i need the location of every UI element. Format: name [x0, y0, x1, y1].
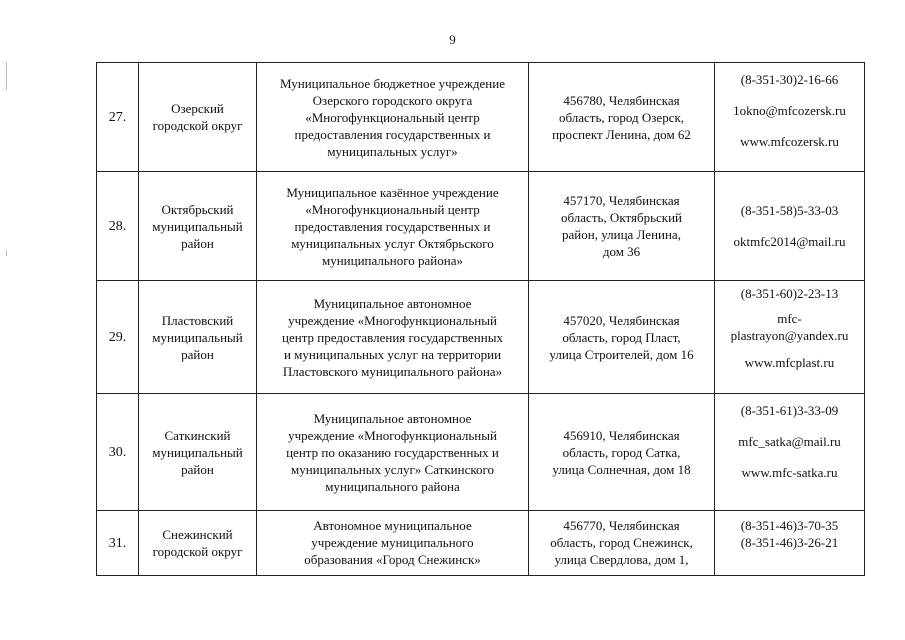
- institution-line: муниципальных услуг»: [327, 143, 458, 159]
- contact-spacer: [719, 450, 860, 464]
- institution-line: муниципальных услуг» Саткинского: [290, 461, 495, 477]
- address-line: 457170, Челябинская: [563, 193, 680, 208]
- row-number: 28.: [97, 172, 139, 281]
- phone-number: (8-351-58)5-33-03: [740, 203, 839, 218]
- contact-spacer: [719, 119, 860, 133]
- address-cell: [529, 394, 715, 511]
- institution-line: предоставления государственных и: [294, 218, 491, 234]
- institution-line: Пластовского муниципального района»: [282, 363, 503, 379]
- institution-line: Озерского городского округа: [312, 92, 473, 108]
- row-number: 27.: [97, 63, 139, 172]
- district-line: Саткинский: [164, 427, 231, 443]
- institution-line: Муниципальное автономное: [313, 410, 472, 426]
- address-cell: [529, 281, 715, 394]
- institution-line: Муниципальное автономное: [313, 295, 472, 311]
- district-line: Озерский: [171, 101, 224, 116]
- institution-cell: [257, 394, 529, 511]
- institution-cell: [257, 511, 529, 576]
- institution-line: центр предоставления государственных: [282, 329, 503, 345]
- table-row: [97, 172, 865, 281]
- row-number: 29.: [97, 281, 139, 394]
- phone-number: (8-351-46)3-70-35: [740, 518, 839, 533]
- district-cell: [139, 511, 257, 576]
- phone-number: (8-351-46)3-26-21: [740, 535, 839, 550]
- district-line: район: [181, 346, 214, 362]
- institution-cell: [257, 281, 529, 394]
- institution-line: Автономное муниципальное: [313, 518, 472, 533]
- table-row: [97, 394, 865, 511]
- address-cell: [529, 172, 715, 281]
- contact-spacer: [719, 419, 860, 433]
- institution-line: и муниципальных услуг на территории: [283, 346, 502, 362]
- address-line: область, город Сатка,: [562, 444, 681, 460]
- contact-spacer: [719, 219, 860, 233]
- contacts-cell: [715, 63, 865, 172]
- institution-line: муниципального района: [325, 478, 460, 494]
- address-line: область, город Озерск,: [558, 109, 685, 125]
- contact-spacer: [719, 302, 860, 310]
- address-line: 456910, Челябинская: [563, 427, 680, 443]
- district-cell: [139, 63, 257, 172]
- district-line: Снежинский: [162, 527, 233, 542]
- address-line: улица Свердлова, дом 1,: [554, 552, 689, 567]
- institution-line: муниципальных услуг Октябрьского: [291, 235, 494, 251]
- institution-cell: [257, 63, 529, 172]
- website-link[interactable]: www.mfcplast.ru: [744, 355, 835, 370]
- address-line: 456780, Челябинская: [563, 92, 680, 108]
- row-number: 31.: [97, 511, 139, 576]
- website-link[interactable]: www.mfcozersk.ru: [740, 134, 839, 149]
- institution-line: Муниципальное бюджетное учреждение: [280, 75, 505, 91]
- address-line: дом 36: [602, 244, 641, 259]
- address-line: 456770, Челябинская: [563, 518, 680, 533]
- contacts-cell: [715, 511, 865, 576]
- district-line: Пластовский: [161, 312, 234, 328]
- institution-line: муниципального района»: [322, 252, 463, 268]
- institution-line: «Многофункциональный центр: [305, 109, 480, 125]
- page-number: 9: [449, 32, 456, 47]
- district-cell: [139, 281, 257, 394]
- contacts-cell: [715, 281, 865, 394]
- phone-number: (8-351-60)2-23-13: [740, 286, 839, 301]
- address-line: улица Солнечная, дом 18: [552, 461, 691, 477]
- phone-number: (8-351-30)2-16-66: [740, 72, 839, 87]
- table-row: [97, 281, 865, 394]
- district-line: муниципальный: [152, 218, 243, 234]
- institution-line: учреждение муниципального: [311, 535, 474, 550]
- address-cell: [529, 63, 715, 172]
- email-link[interactable]: mfc-: [777, 311, 802, 326]
- address-line: область, Октябрьский: [561, 210, 682, 225]
- institution-line: предоставления государственных и: [294, 126, 491, 142]
- contacts-cell: [715, 172, 865, 281]
- district-line: городской округ: [152, 118, 243, 133]
- district-line: муниципальный: [152, 444, 243, 460]
- table-row: [97, 63, 865, 172]
- registry-body: [97, 63, 865, 576]
- address-line: проспект Ленина, дом 62: [552, 126, 691, 142]
- address-line: 457020, Челябинская: [563, 312, 680, 328]
- district-line: район: [181, 461, 214, 477]
- address-line: улица Строителей, дом 16: [549, 346, 694, 362]
- phone-number: (8-351-61)3-33-09: [740, 403, 839, 418]
- website-link[interactable]: www.mfc-satka.ru: [741, 465, 838, 480]
- institution-line: «Многофункциональный центр: [305, 201, 480, 217]
- institution-line: Муниципальное казённое учреждение: [286, 184, 499, 200]
- district-line: район: [181, 235, 214, 251]
- institution-line: учреждение «Многофункциональный: [288, 312, 497, 328]
- email-link[interactable]: oktmfc2014@mail.ru: [733, 234, 846, 249]
- address-line: область, город Снежинск,: [550, 535, 693, 550]
- email-link[interactable]: plastrayon@yandex.ru: [730, 328, 849, 343]
- institution-line: учреждение «Многофункциональный: [288, 427, 497, 443]
- email-link[interactable]: mfc_satka@mail.ru: [738, 434, 841, 449]
- address-cell: [529, 511, 715, 576]
- mfc-registry-table: [96, 62, 865, 576]
- row-number: 30.: [97, 394, 139, 511]
- district-line: муниципальный: [152, 329, 243, 345]
- contact-spacer: [719, 344, 860, 354]
- margin-scan-mark: [6, 250, 7, 256]
- district-cell: [139, 394, 257, 511]
- district-line: городской округ: [152, 544, 243, 559]
- district-line: Октябрьский: [161, 201, 234, 217]
- institution-line: образования «Город Снежинск»: [304, 552, 481, 567]
- contacts-cell: [715, 394, 865, 511]
- address-line: область, город Пласт,: [562, 329, 681, 345]
- margin-scan-mark: [6, 62, 7, 90]
- district-cell: [139, 172, 257, 281]
- contact-spacer: [719, 88, 860, 102]
- table-row: [97, 511, 865, 576]
- institution-cell: [257, 172, 529, 281]
- email-link[interactable]: 1okno@mfcozersk.ru: [733, 103, 846, 118]
- institution-line: центр по оказанию государственных и: [286, 444, 499, 460]
- address-line: район, улица Ленина,: [562, 227, 681, 242]
